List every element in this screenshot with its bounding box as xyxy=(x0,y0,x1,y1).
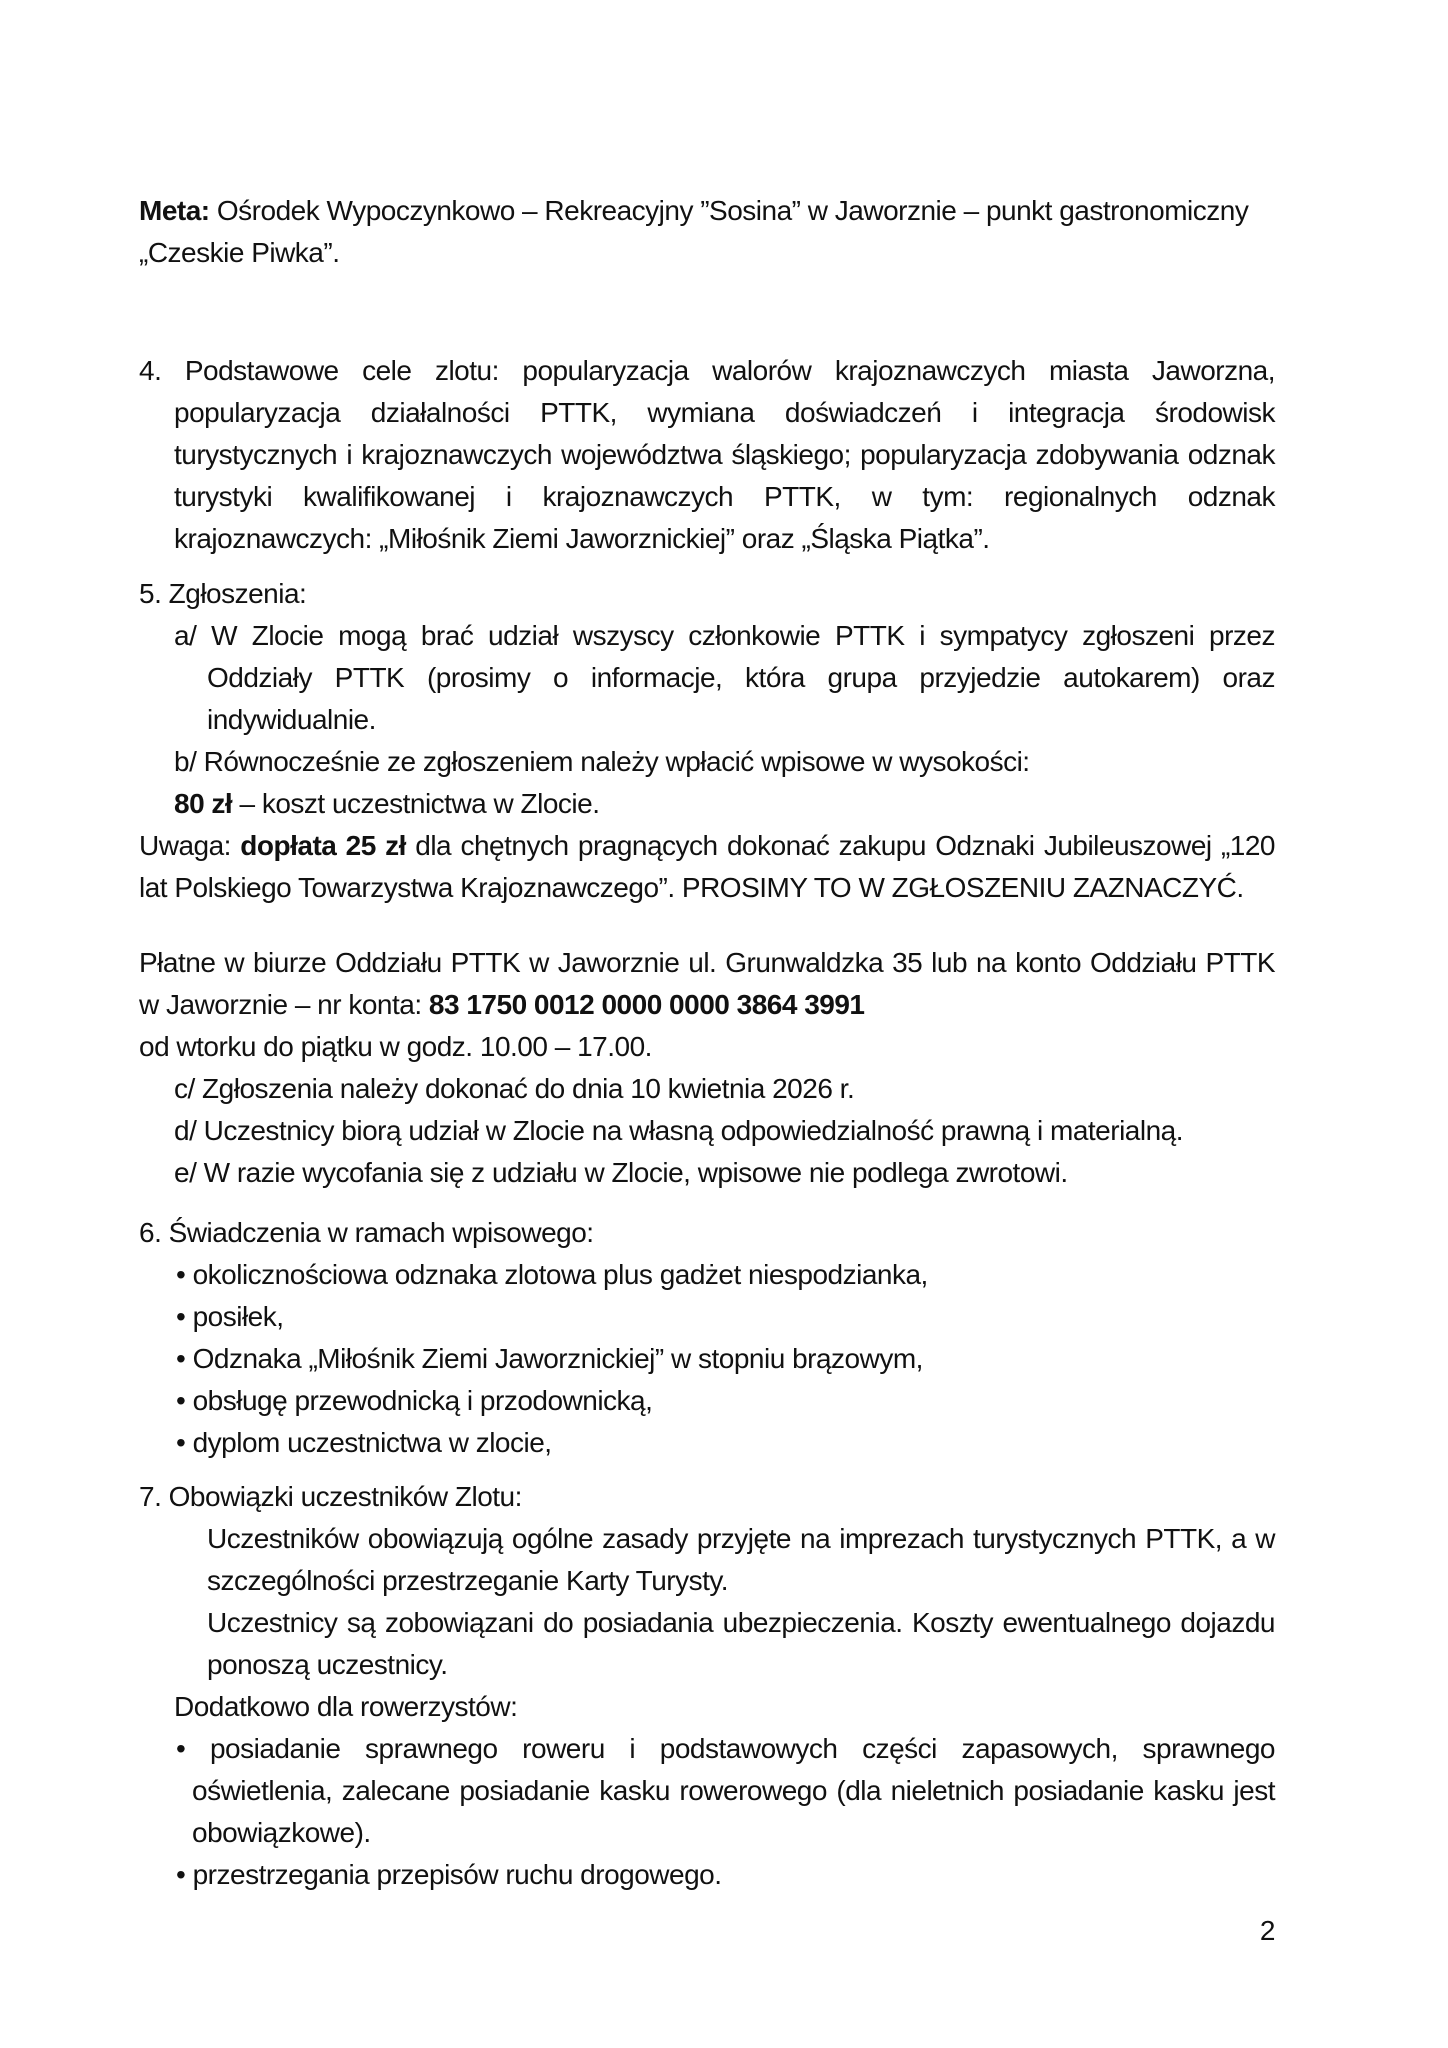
page-number xyxy=(139,1910,1275,1952)
obligations-1-text: Uczestników obowiązują ogólne zasady przyjęte na imprezach turystycznych PTTK, a w szczególności przestrzeganie Karty Turysty. xyxy=(207,1523,1275,1596)
fee-amount: 80 zł xyxy=(174,788,233,819)
meta-paragraph xyxy=(139,190,1275,274)
benefit-bullet-1 xyxy=(139,1254,1275,1296)
item-4-text: Podstawowe cele zlotu: popularyzacja walorów krajoznawczych miasta Jaworzna, popularyzacja działalności PTTK, wymiana doświadczeń i integracja środowisk turystycznych i krajoznawczych województwa śląskiego; popularyzacja zdobywania odznak turystyki kwalifikowanej i krajoznawczych PTTK, w tym: regionalnych odznak krajoznawczych: „Miłośnik Ziemi Jaworznickiej” oraz „Śląska Piątka”. xyxy=(174,355,1276,554)
obligations-paragraph-1 xyxy=(139,1518,1275,1602)
item-5e xyxy=(139,1152,1275,1194)
payment-text: Płatne w biurze Oddziału PTTK w Jaworznie ul. Grunwaldzka 35 lub na konto Oddziału PTTK w Jaworznie – nr konta: xyxy=(139,947,1275,1020)
item-5-number: 5. xyxy=(139,578,162,609)
item-4-number: 4. xyxy=(139,355,162,386)
benefit-bullet-5 xyxy=(139,1422,1275,1464)
list-item-5-heading xyxy=(139,573,1275,615)
bank-account-number: 83 1750 0012 0000 0000 3864 3991 xyxy=(428,989,865,1020)
note-text: dla chętnych pragnących dokonać zakupu Odznaki Jubileuszowej „120 lat Polskiego Towarzystwa Krajoznawczego”. PROSIMY TO W ZGŁOSZENIU ZAZNACZYĆ. xyxy=(139,830,1276,903)
list-item-7-heading xyxy=(139,1476,1275,1518)
payment-hours-text: od wtorku do piątku w godz. 10.00 – 17.00. xyxy=(139,1031,652,1062)
cyclist-bullet-1 xyxy=(139,1728,1275,1854)
item-7-title: Obowiązki uczestników Zlotu: xyxy=(168,1481,522,1512)
benefit-4-text: obsługę przewodnicką i przodownicką, xyxy=(192,1385,653,1416)
bullet-icon: • xyxy=(176,1733,186,1764)
benefit-2-text: posiłek, xyxy=(192,1301,284,1332)
item-5d-text: d/ Uczestnicy biorą udział w Zlocie na własną odpowiedzialność prawną i materialną. xyxy=(174,1115,1184,1146)
benefit-1-text: okolicznościowa odznaka zlotowa plus gadżet niespodzianka, xyxy=(192,1259,928,1290)
item-7-number: 7. xyxy=(139,1481,162,1512)
meta-text: Ośrodek Wypoczynkowo – Rekreacyjny ”Sosina” w Jaworznie – punkt gastronomiczny „Czeskie Piwka”. xyxy=(139,195,1249,268)
item-5a-text: W Zlocie mogą brać udział wszyscy członkowie PTTK i sympatycy zgłoszeni przez Oddziały PTTK (prosimy o informacje, która grupa przyjedzie autokarem) oraz indywidualnie. xyxy=(207,620,1276,735)
cyclist-1-text: posiadanie sprawnego roweru i podstawowych części zapasowych, sprawnego oświetlenia, zalecane posiadanie kasku rowerowego (dla nieletnich posiadanie kasku jest obowiązkowe). xyxy=(192,1733,1275,1848)
item-5c xyxy=(139,1068,1275,1110)
item-5a xyxy=(139,615,1275,741)
benefit-bullet-2 xyxy=(139,1296,1275,1338)
item-5e-text: e/ W razie wycofania się z udziału w Zlocie, wpisowe nie podlega zwrotowi. xyxy=(174,1157,1068,1188)
bullet-icon: • xyxy=(176,1343,186,1374)
bullet-icon: • xyxy=(176,1259,186,1290)
benefit-bullet-4 xyxy=(139,1380,1275,1422)
cyclist-2-text: przestrzegania przepisów ruchu drogowego. xyxy=(192,1859,722,1890)
item-5b-text: b/ Równocześnie ze zgłoszeniem należy wpłacić wpisowe w wysokości: xyxy=(174,746,1030,777)
benefit-bullet-3 xyxy=(139,1338,1275,1380)
item-5a-marker: a/ xyxy=(174,620,197,651)
cyclist-bullet-2 xyxy=(139,1854,1275,1896)
bullet-icon: • xyxy=(176,1427,186,1458)
bullet-icon: • xyxy=(176,1859,186,1890)
benefit-5-text: dyplom uczestnictwa w zlocie, xyxy=(192,1427,552,1458)
meta-label: Meta: xyxy=(139,195,210,226)
payment-hours xyxy=(139,1026,1275,1068)
item-5d xyxy=(139,1110,1275,1152)
payment-paragraph xyxy=(139,942,1275,1026)
item-6-number: 6. xyxy=(139,1217,162,1248)
cyclists-heading-text: Dodatkowo dla rowerzystów: xyxy=(174,1691,518,1722)
item-5b xyxy=(139,741,1275,783)
cyclists-heading xyxy=(139,1686,1275,1728)
bullet-icon: • xyxy=(176,1385,186,1416)
fee-text: – koszt uczestnictwa w Zlocie. xyxy=(232,788,600,819)
item-6-title: Świadczenia w ramach wpisowego: xyxy=(168,1217,594,1248)
obligations-paragraph-2 xyxy=(139,1602,1275,1686)
list-item-6-heading xyxy=(139,1212,1275,1254)
item-5-title: Zgłoszenia: xyxy=(168,578,307,609)
note-paragraph xyxy=(139,825,1275,909)
benefit-3-text: Odznaka „Miłośnik Ziemi Jaworznickiej” w stopniu brązowym, xyxy=(192,1343,923,1374)
fee-line xyxy=(139,783,1275,825)
note-surcharge: dopłata 25 zł xyxy=(240,830,406,861)
list-item-4 xyxy=(139,350,1275,560)
bullet-icon: • xyxy=(176,1301,186,1332)
item-5c-text: c/ Zgłoszenia należy dokonać do dnia 10 kwietnia 2026 r. xyxy=(174,1073,855,1104)
page-number-value: 2 xyxy=(1259,1915,1275,1946)
note-prefix: Uwaga: xyxy=(139,830,241,861)
obligations-2-text: Uczestnicy są zobowiązani do posiadania ubezpieczenia. Koszty ewentualnego dojazdu ponoszą uczestnicy. xyxy=(207,1607,1275,1680)
